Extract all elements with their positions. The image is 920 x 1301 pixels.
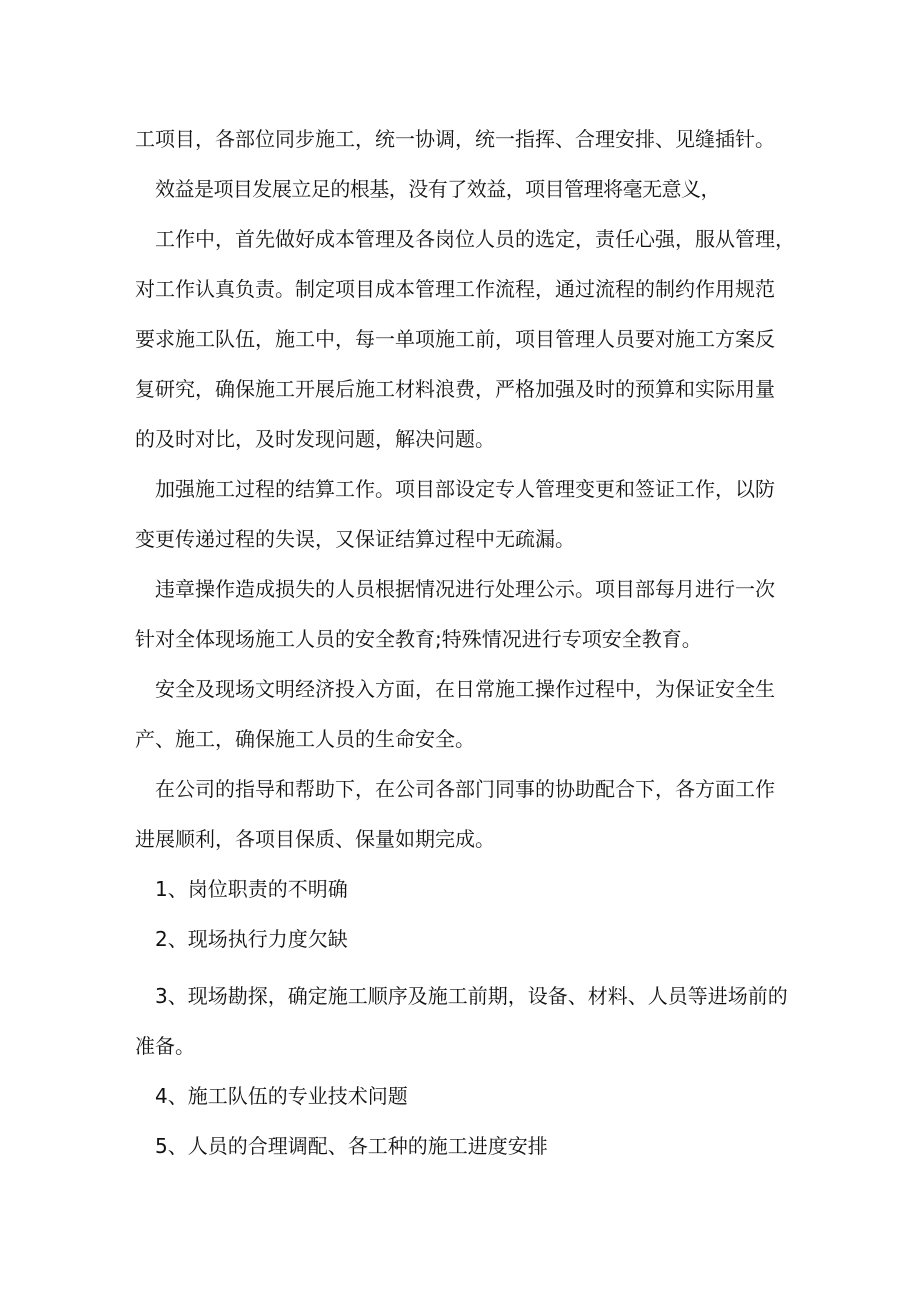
- text-line: 要求施工队伍，施工中，每一单项施工前，项目管理人员要对施工方案反: [135, 327, 775, 351]
- text-line: 复研究，确保施工开展后施工材料浪费，严格加强及时的预算和实际用量: [135, 377, 775, 401]
- text-line: 准备。: [135, 1034, 195, 1058]
- list-item: 1、岗位职责的不明确: [155, 877, 348, 901]
- text-line: 工作中，首先做好成本管理及各岗位人员的选定，责任心强，服从管理，: [155, 227, 795, 251]
- text-line: 加强施工过程的结算工作。项目部设定专人管理变更和签证工作，以防: [155, 477, 775, 501]
- text-line: 在公司的指导和帮助下，在公司各部门同事的协助配合下，各方面工作: [155, 777, 775, 801]
- list-item: 4、施工队伍的专业技术问题: [155, 1084, 408, 1108]
- list-item: 3、现场勘探，确定施工顺序及施工前期，设备、材料、人员等进场前的: [155, 984, 788, 1008]
- text-line: 进展顺利，各项目保质、保量如期完成。: [135, 827, 495, 851]
- text-line: 针对全体现场施工人员的安全教育;特殊情况进行专项安全教育。: [135, 627, 702, 651]
- list-item: 2、现场执行力度欠缺: [155, 927, 348, 951]
- text-line: 效益是项目发展立足的根基，没有了效益，项目管理将毫无意义，: [155, 177, 720, 201]
- text-line: 违章操作造成损失的人员根据情况进行处理公示。项目部每月进行一次: [155, 577, 775, 601]
- list-item: 5、人员的合理调配、各工种的施工进度安排: [155, 1134, 548, 1158]
- text-line: 工项目，各部位同步施工，统一协调，统一指挥、合理安排、见缝插针。: [135, 127, 775, 151]
- text-line: 对工作认真负责。制定项目成本管理工作流程，通过流程的制约作用规范: [135, 277, 775, 301]
- text-line: 安全及现场文明经济投入方面，在日常施工操作过程中，为保证安全生: [155, 677, 775, 701]
- text-line: 变更传递过程的失误，又保证结算过程中无疏漏。: [135, 527, 575, 551]
- text-line: 产、施工，确保施工人员的生命安全。: [135, 727, 475, 751]
- text-line: 的及时对比，及时发现问题，解决问题。: [135, 427, 495, 451]
